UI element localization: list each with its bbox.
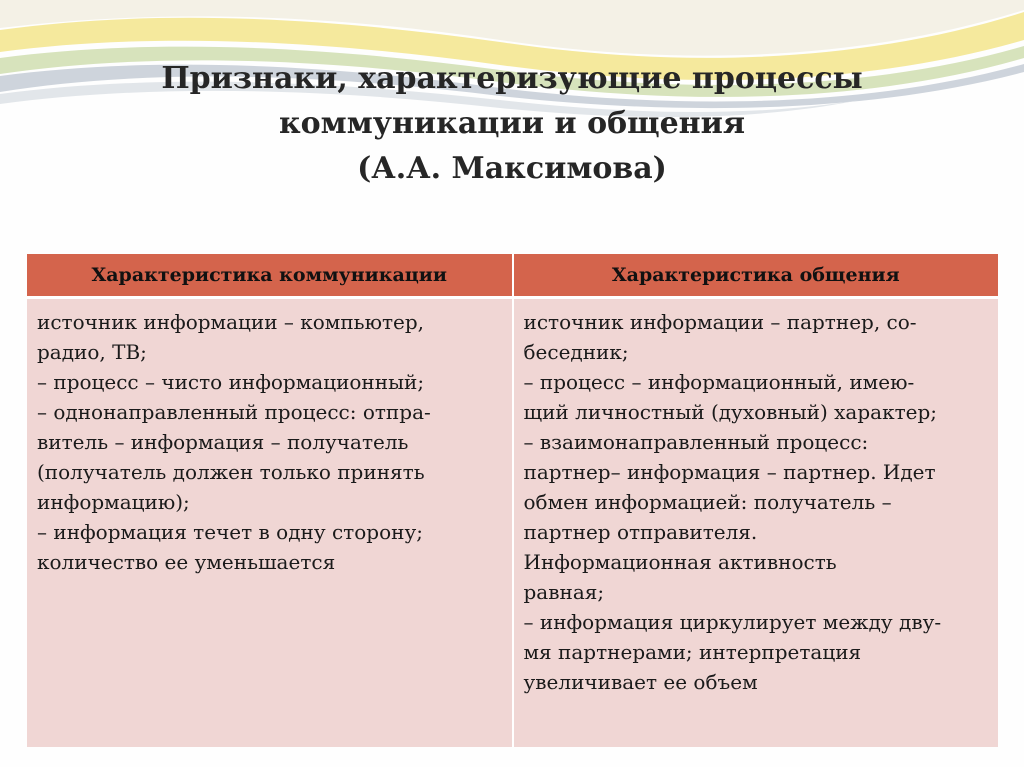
- cell-interaction: [513, 298, 999, 748]
- cell-line: источник информации – партнер, со-: [523, 310, 917, 334]
- header-communication: Характеристика коммуникации: [27, 254, 513, 298]
- cell-line: радио, ТВ;: [37, 340, 147, 364]
- cell-line: информацию);: [37, 490, 190, 514]
- cell-line: – взаимонаправленный процесс:: [523, 430, 869, 454]
- title-line-1: Признаки, характеризующие процессы: [161, 61, 863, 96]
- cell-line: Информационная активность: [523, 550, 837, 574]
- cell-line: количество ее уменьшается: [37, 550, 336, 574]
- cell-line: мя партнерами; интерпретация: [523, 640, 862, 664]
- cell-line: – процесс – информационный, имею-: [523, 370, 915, 394]
- cell-line: щий личностный (духовный) характер;: [523, 400, 938, 424]
- cell-line: беседник;: [523, 340, 629, 364]
- cell-line: партнер отправителя.: [523, 520, 758, 544]
- cell-line: – однонаправленный процесс: отпра-: [37, 400, 431, 424]
- cell-line: увеличивает ее объем: [523, 670, 758, 694]
- cell-line: источник информации – компьютер,: [37, 310, 425, 334]
- cell-line: партнер– информация – партнер. Идет: [523, 460, 936, 484]
- cell-line: витель – информация – получатель: [37, 430, 409, 454]
- cell-line: обмен информацией: получатель –: [523, 490, 892, 514]
- cell-line: (получатель должен только принять: [37, 460, 425, 484]
- title-line-3: (А.А. Максимова): [357, 151, 667, 186]
- table-header-row: [27, 254, 998, 298]
- cell-line: – информация циркулирует между дву-: [523, 610, 942, 634]
- cell-line: равная;: [523, 580, 605, 604]
- page-title: [60, 56, 964, 191]
- cell-line: – информация течет в одну сторону;: [37, 520, 423, 544]
- cell-communication: [27, 298, 513, 748]
- title-line-2: коммуникации и общения: [278, 106, 746, 141]
- table-row: [27, 298, 998, 748]
- cell-line: – процесс – чисто информационный;: [37, 370, 425, 394]
- header-interaction: Характеристика общения: [513, 254, 999, 298]
- comparison-table: [27, 254, 998, 747]
